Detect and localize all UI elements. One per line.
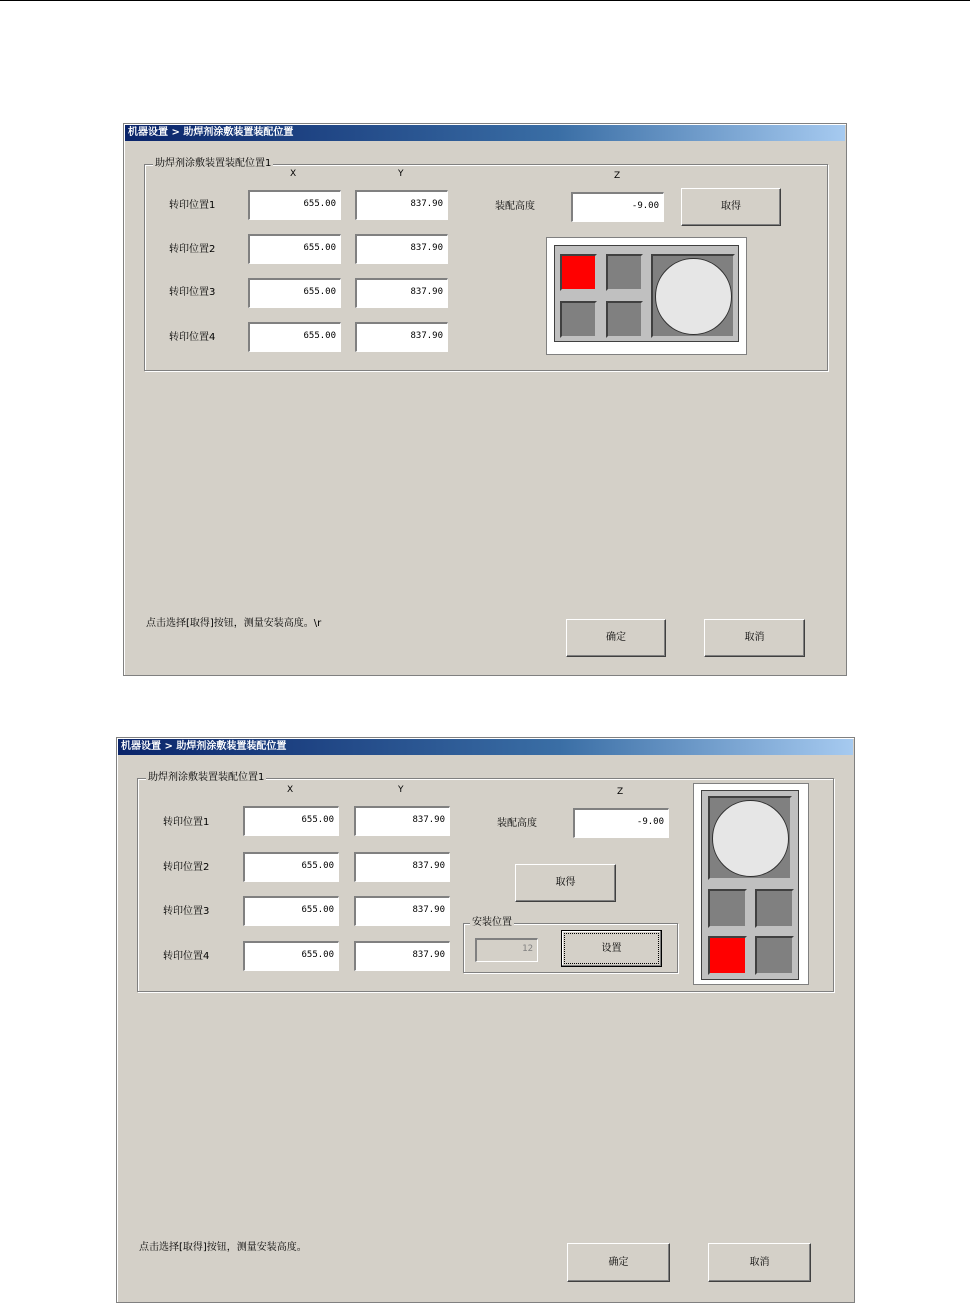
y-column-header: Y [398, 169, 404, 179]
height-field[interactable]: -9.00 [571, 192, 664, 222]
cancel-button[interactable]: 取消 [704, 619, 805, 657]
cancel-button[interactable]: 取消 [708, 1243, 811, 1282]
hint-text: 点击选择[取得]按钮，测量安装高度。 [139, 1242, 307, 1253]
slot-2[interactable] [606, 254, 643, 291]
dialog-title-2: 机器设置 > 助焊剂涂敷装置装配位置 [118, 739, 853, 755]
x-field-2[interactable]: 655.00 [243, 852, 339, 882]
x-field-3[interactable]: 655.00 [243, 896, 339, 926]
row-label-3: 转印位置3 [169, 287, 216, 298]
install-position-field: 12 [475, 938, 538, 962]
slot-diagram-2 [693, 783, 809, 985]
height-field[interactable]: -9.00 [573, 808, 669, 838]
flux-tank-circle [712, 800, 789, 877]
install-position-title: 安装位置 [472, 917, 512, 928]
x-field-4[interactable]: 655.00 [243, 941, 339, 971]
hint-text: 点击选择[取得]按钮，测量安装高度。\r [146, 618, 322, 629]
y-field-1[interactable]: 837.90 [354, 806, 450, 836]
z-column-header: Z [614, 171, 621, 181]
get-button[interactable]: 取得 [515, 864, 616, 902]
y-field-4[interactable]: 837.90 [354, 941, 450, 971]
height-label: 装配高度 [497, 818, 537, 829]
y-field-3[interactable]: 837.90 [355, 278, 448, 308]
slot-3-active[interactable] [708, 936, 747, 975]
z-column-header: Z [617, 787, 624, 797]
row-label-1: 转印位置1 [163, 817, 210, 828]
x-column-header: X [287, 785, 294, 795]
y-field-2[interactable]: 837.90 [355, 234, 448, 264]
set-button[interactable]: 设置 [561, 930, 662, 967]
row-label-2: 转印位置2 [163, 862, 210, 873]
slot-3[interactable] [560, 301, 597, 338]
y-field-4[interactable]: 837.90 [355, 322, 448, 352]
x-column-header: X [290, 169, 297, 179]
dialog-window-1 [123, 123, 847, 676]
ok-button[interactable]: 确定 [566, 619, 666, 657]
x-field-1[interactable]: 655.00 [248, 190, 341, 220]
ok-button[interactable]: 确定 [567, 1243, 670, 1282]
row-label-4: 转印位置4 [163, 951, 210, 962]
x-field-2[interactable]: 655.00 [248, 234, 341, 264]
y-field-2[interactable]: 837.90 [354, 852, 450, 882]
x-field-4[interactable]: 655.00 [248, 322, 341, 352]
row-label-1: 转印位置1 [169, 200, 216, 211]
x-field-1[interactable]: 655.00 [243, 806, 339, 836]
dialog-title-1: 机器设置 > 助焊剂涂敷装置装配位置 [125, 125, 845, 141]
slot-2[interactable] [755, 889, 794, 928]
slot-1-active[interactable] [560, 254, 597, 291]
row-label-4: 转印位置4 [169, 332, 216, 343]
slot-1[interactable] [708, 889, 747, 928]
dialog-window-2 [116, 737, 855, 1303]
height-label: 装配高度 [495, 201, 535, 212]
x-field-3[interactable]: 655.00 [248, 278, 341, 308]
get-button[interactable]: 取得 [681, 188, 781, 226]
position-group-title-2: 助焊剂涂敷装置装配位置1 [148, 772, 265, 783]
slot-4[interactable] [606, 301, 643, 338]
row-label-3: 转印位置3 [163, 906, 210, 917]
slot-diagram-1 [546, 237, 747, 355]
position-group-title-1: 助焊剂涂敷装置装配位置1 [155, 158, 272, 169]
row-label-2: 转印位置2 [169, 244, 216, 255]
y-field-1[interactable]: 837.90 [355, 190, 448, 220]
y-column-header: Y [398, 785, 404, 795]
page-top-rule [0, 0, 970, 1]
y-field-3[interactable]: 837.90 [354, 896, 450, 926]
flux-tank-circle [655, 258, 732, 335]
slot-4[interactable] [755, 936, 794, 975]
